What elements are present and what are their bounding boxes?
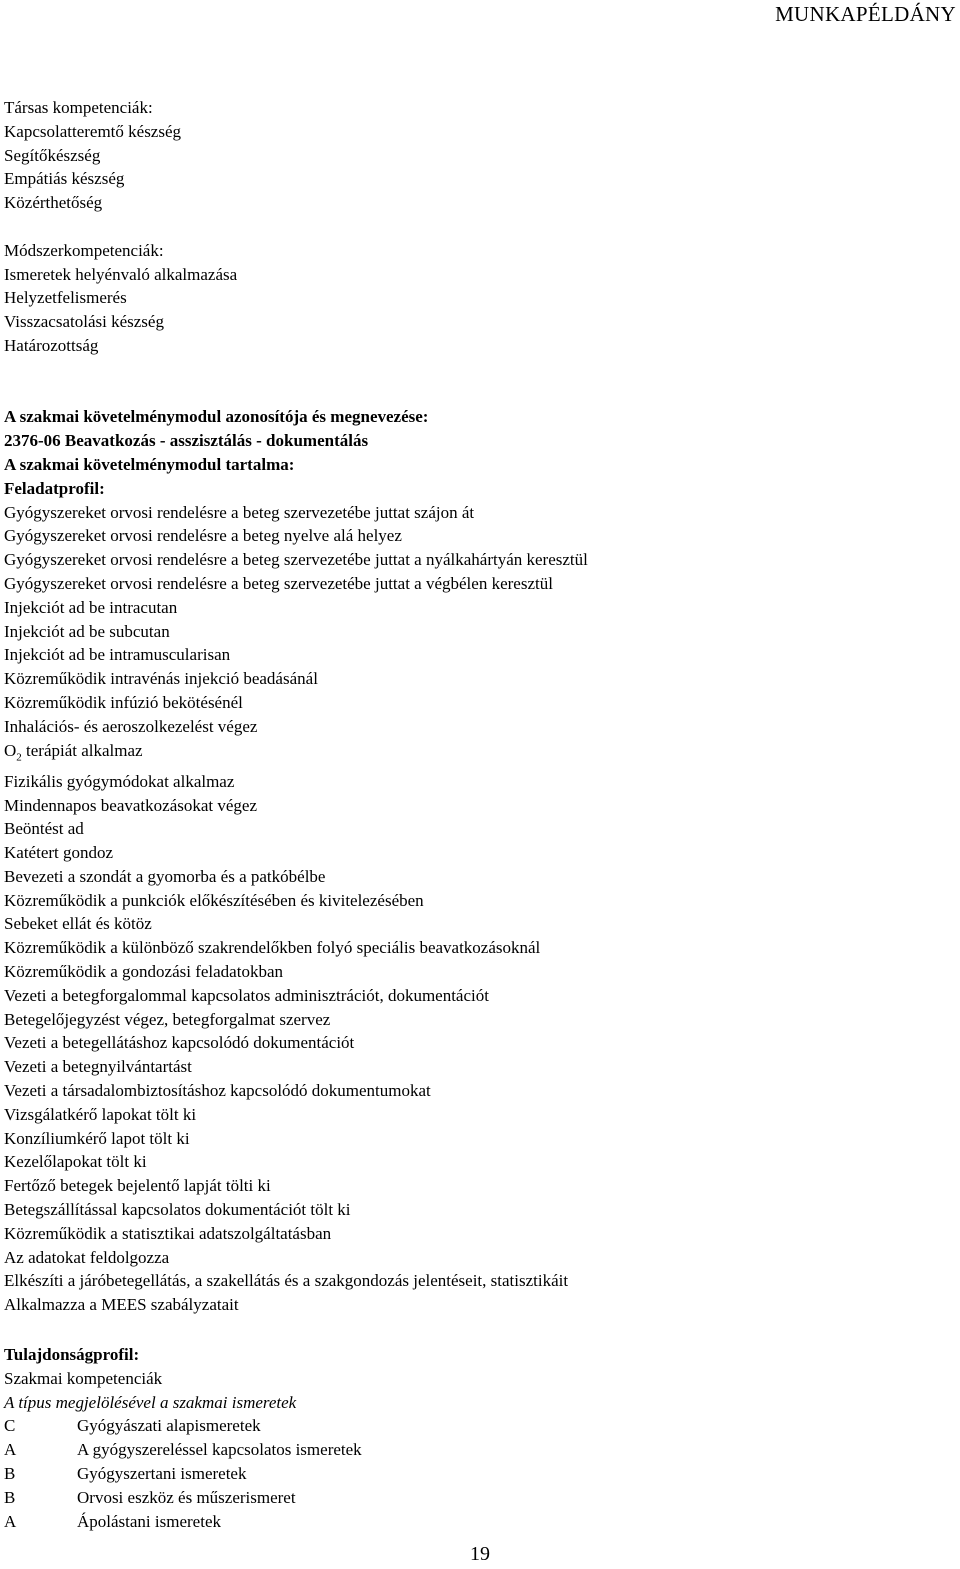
spacer [4, 1317, 954, 1343]
module-section [4, 405, 954, 1317]
task-item: Vezeti a betegforgalommal kapcsolatos adminisztrációt, dokumentációt [4, 985, 489, 1005]
module-content-heading: A szakmai követelménymodul tartalma: [4, 454, 295, 474]
o2-subscript: 2 [16, 750, 22, 763]
task-item: Közreműködik a punkciók előkészítésében és kivitelezésében [4, 890, 424, 910]
task-item: Kezelőlapokat tölt ki [4, 1152, 147, 1172]
knowledge-row [4, 1462, 954, 1486]
spacer [4, 215, 954, 239]
task-item: Közreműködik infúzió bekötésénél [4, 692, 243, 712]
task-item-o2 [4, 739, 954, 770]
knowledge-text: Gyógyászati alapismeretek [77, 1416, 261, 1436]
knowledge-row [4, 1438, 954, 1462]
knowledge-type-list [4, 1414, 954, 1533]
task-item: Katétert gondoz [4, 843, 114, 863]
list-item: Közérthetőség [4, 193, 103, 213]
task-item: Közreműködik a különböző szakrendelőkben folyó speciális beavatkozásoknál [4, 938, 541, 958]
module-id-value: 2376-06 Beavatkozás - asszisztálás - dokumentálás [4, 431, 369, 451]
section-title: Módszerkompetenciák: [4, 240, 164, 260]
task-item: Fertőző betegek bejelentő lapját tölti ki [4, 1176, 271, 1196]
document-stamp: MUNKAPÉLDÁNY [775, 2, 956, 26]
task-item: Közreműködik a gondozási feladatokban [4, 962, 283, 982]
knowledge-row [4, 1414, 954, 1438]
social-competences-section [4, 96, 954, 215]
task-list [4, 501, 954, 1317]
list-item: Ismeretek helyénvaló alkalmazása [4, 264, 238, 284]
task-item: Inhalációs- és aeroszolkezelést végez [4, 716, 258, 736]
task-item: Mindennapos beavatkozásokat végez [4, 795, 258, 815]
type-code: C [4, 1416, 16, 1436]
task-item: Injekciót ad be intramuscularisan [4, 645, 231, 665]
task-item: Közreműködik intravénás injekció beadásánál [4, 669, 318, 689]
task-item: Alkalmazza a MEES szabályzatait [4, 1295, 239, 1315]
list-item: Kapcsolatteremtő készség [4, 121, 182, 141]
o2-rest: terápiát alkalmaz [21, 740, 143, 760]
task-item: Elkészíti a járóbetegellátás, a szakellátás és a szakgondozás jelentéseit, statisztikáit [4, 1271, 569, 1291]
task-item: Gyógyszereket orvosi rendelésre a beteg szervezetébe juttat szájon át [4, 502, 475, 522]
method-competences-section [4, 239, 954, 358]
task-item: Sebeket ellát és kötöz [4, 914, 152, 934]
task-item: Gyógyszereket orvosi rendelésre a beteg nyelve alá helyez [4, 526, 402, 546]
knowledge-row [4, 1486, 954, 1510]
o2-main: O [4, 740, 17, 760]
property-profile-section [4, 1343, 954, 1533]
task-item: Konzíliumkérő lapot tölt ki [4, 1128, 190, 1148]
knowledge-text: Gyógyszertani ismeretek [77, 1464, 247, 1484]
task-item: Injekciót ad be subcutan [4, 621, 170, 641]
task-item: Gyógyszereket orvosi rendelésre a beteg szervezetébe juttat a nyálkahártyán keresztül [4, 550, 588, 570]
property-profile-subheading: Szakmai kompetenciák [4, 1368, 163, 1388]
page-number: 19 [470, 1543, 490, 1565]
task-item: Injekciót ad be intracutan [4, 597, 178, 617]
knowledge-text: A gyógyszereléssel kapcsolatos ismeretek [77, 1440, 362, 1460]
task-profile-heading: Feladatprofil: [4, 478, 105, 498]
page-content [4, 96, 954, 1533]
knowledge-text: Ápolástani ismeretek [77, 1511, 221, 1531]
task-item: Vizsgálatkérő lapokat tölt ki [4, 1104, 197, 1124]
task-item: Bevezeti a szondát a gyomorba és a patkóbélbe [4, 866, 326, 886]
list-item: Empátiás készség [4, 169, 125, 189]
spacer [4, 358, 954, 406]
type-code: A [4, 1440, 17, 1460]
task-item: Vezeti a társadalombiztosításhoz kapcsolódó dokumentumokat [4, 1081, 431, 1101]
knowledge-text: Orvosi eszköz és műszerismeret [77, 1487, 296, 1507]
task-item: Betegelőjegyzést végez, betegforgalmat szervez [4, 1009, 331, 1029]
type-code: B [4, 1487, 16, 1507]
list-item: Helyzetfelismerés [4, 288, 127, 308]
knowledge-row [4, 1510, 954, 1534]
task-item: Vezeti a betegnyilvántartást [4, 1057, 192, 1077]
module-id-heading: A szakmai követelménymodul azonosítója és megnevezése: [4, 407, 429, 427]
property-profile-heading: Tulajdonságprofil: [4, 1345, 140, 1365]
task-item: Fizikális gyógymódokat alkalmaz [4, 771, 235, 791]
type-note: A típus megjelölésével a szakmai ismeretek [4, 1392, 297, 1412]
type-code: B [4, 1464, 16, 1484]
task-item: Vezeti a betegellátáshoz kapcsolódó dokumentációt [4, 1033, 355, 1053]
list-item: Segítőkészség [4, 145, 101, 165]
section-title: Társas kompetenciák: [4, 98, 153, 117]
task-item: Betegszállítással kapcsolatos dokumentációt tölt ki [4, 1200, 351, 1220]
list-item: Visszacsatolási készség [4, 312, 164, 332]
type-code: A [4, 1511, 17, 1531]
list-item: Határozottság [4, 335, 99, 355]
task-item: Beöntést ad [4, 819, 84, 839]
task-item: Gyógyszereket orvosi rendelésre a beteg szervezetébe juttat a végbélen keresztül [4, 573, 553, 593]
task-item: Közreműködik a statisztikai adatszolgáltatásban [4, 1223, 332, 1243]
task-item: Az adatokat feldolgozza [4, 1247, 170, 1267]
